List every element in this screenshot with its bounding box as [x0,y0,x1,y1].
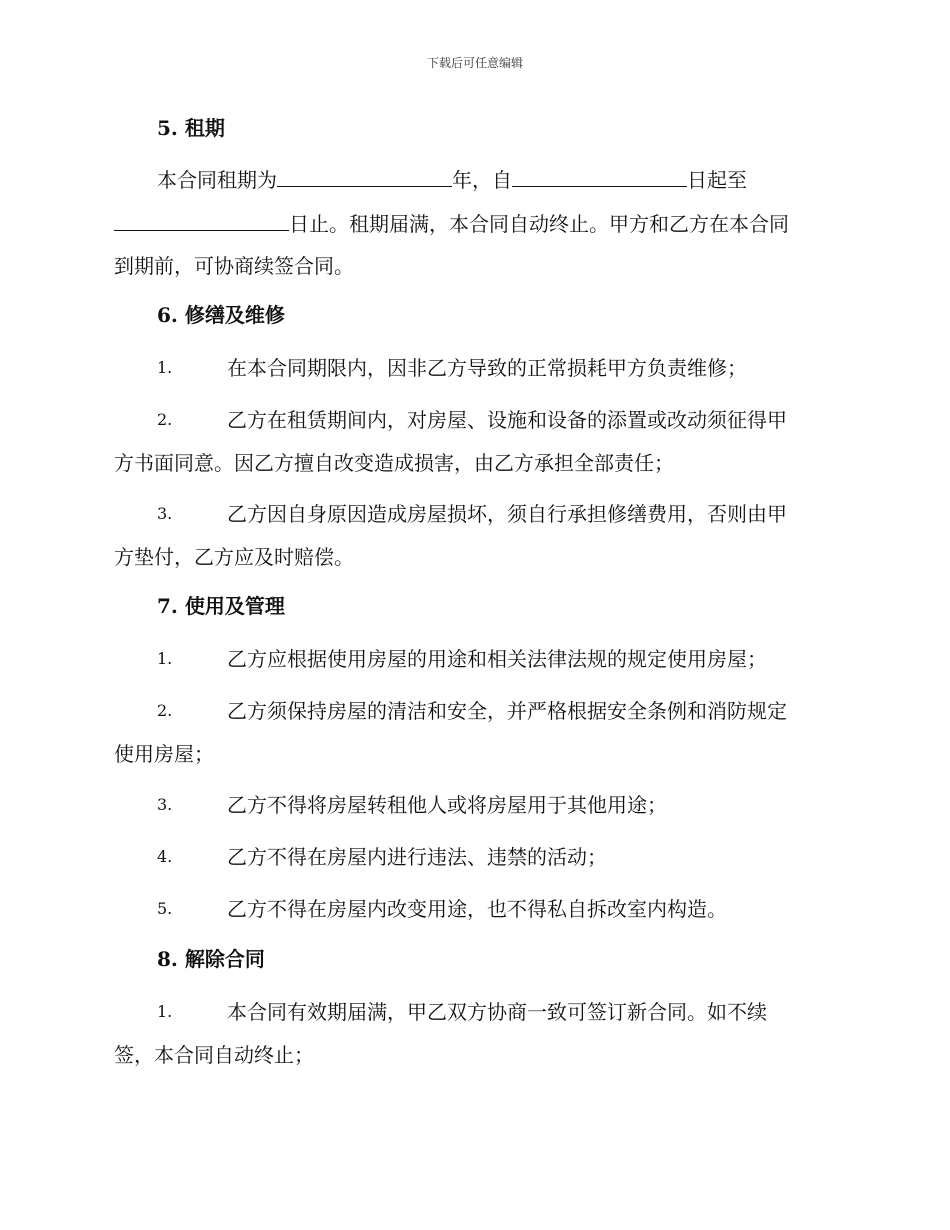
section-6-item-2-line-2: 方书面同意。因乙方擅自改变造成损害，由乙方承担全部责任； [114,451,674,475]
section-7-item-4-number: 4. [157,847,173,866]
section-7-item-3-line-1: 乙方不得将房屋转租他人或将房屋用于其他用途； [227,793,667,817]
section-6-item-3-line-1: 乙方因自身原因造成房屋损坏，须自行承担修缮费用，否则由甲 [227,502,787,526]
section-7-item-4-line-1: 乙方不得在房屋内进行违法、违禁的活动； [227,845,607,869]
start-date-blank[interactable] [512,164,687,187]
section-6-item-3-line-2: 方垫付，乙方应及时赔偿。 [114,545,354,569]
section-8-item-1-line-2: 签，本合同自动终止； [114,1043,314,1067]
end-date-text: 日起至 [687,168,747,192]
start-date-text: 年，自 [452,168,512,192]
section-5-line-2 [114,208,789,238]
section-6-item-2-number: 2. [157,410,173,429]
section-7-heading: 7. 使用及管理 [157,594,285,618]
section-8-heading: 8. 解除合同 [157,947,265,971]
lease-years-blank[interactable] [277,164,452,187]
section-5-heading: 5. 租期 [157,116,225,140]
section-7-item-5-number: 5. [157,899,173,918]
section-6-item-1-number: 1. [157,358,173,377]
section-8-item-1-line-1: 本合同有效期届满，甲乙双方协商一致可签订新合同。如不续 [227,1000,767,1024]
section-6-item-2-line-1: 乙方在租赁期间内，对房屋、设施和设备的添置或改动须征得甲 [227,408,787,432]
section-7-item-5-line-1: 乙方不得在房屋内改变用途，也不得私自拆改室内构造。 [227,897,727,921]
section-6-heading: 6. 修缮及维修 [157,303,285,327]
section-7-item-2-line-1: 乙方须保持房屋的清洁和安全，并严格根据安全条例和消防规定 [227,699,787,723]
section-7-item-2-number: 2. [157,701,173,720]
section-7-item-3-number: 3. [157,795,173,814]
section-7-item-1-number: 1. [157,649,173,668]
section-6-item-1-line-1: 在本合同期限内，因非乙方导致的正常损耗甲方负责维修； [227,356,747,380]
end-date-blank[interactable] [114,208,289,231]
section-5-line-1 [157,164,747,194]
page-header: 下载后可任意编辑 [426,56,523,70]
lease-term-text: 本合同租期为 [157,168,277,192]
section-5-line-3: 到期前，可协商续签合同。 [114,254,354,278]
lease-expiry-text: 日止。租期届满，本合同自动终止。甲方和乙方在本合同 [289,212,789,236]
section-8-item-1-number: 1. [157,1002,173,1021]
section-7-item-2-line-2: 使用房屋； [114,742,214,766]
section-6-item-3-number: 3. [157,504,173,523]
section-7-item-1-line-1: 乙方应根据使用房屋的用途和相关法律法规的规定使用房屋； [227,647,767,671]
